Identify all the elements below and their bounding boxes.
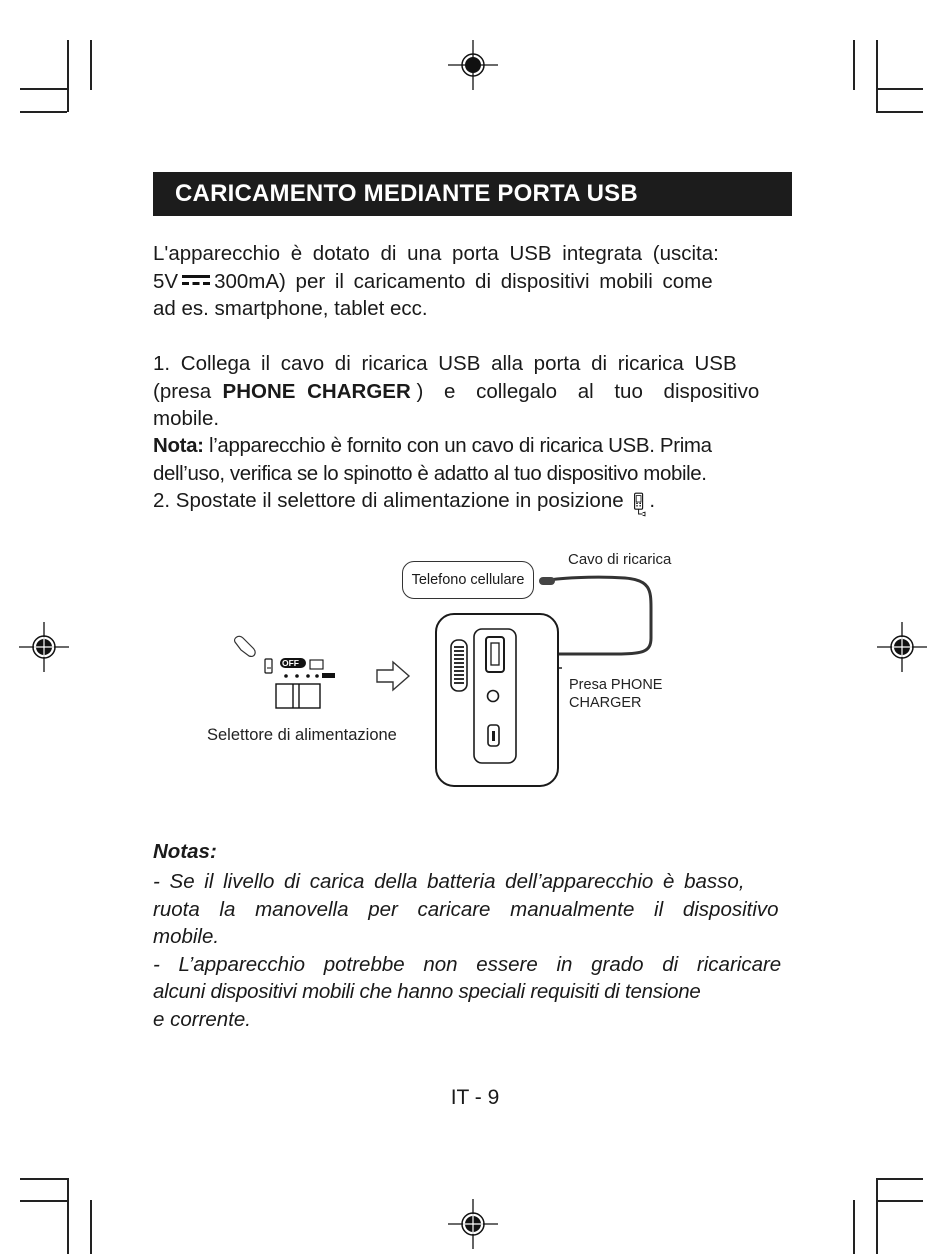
battery-icon — [310, 660, 323, 669]
note-label: Nota: — [153, 434, 204, 457]
note-line-2: dell’uso, verifica se lo spinotto è adatto al tuo dispositivo mobile. — [153, 461, 707, 485]
registration-mark-bottom — [448, 1199, 498, 1249]
socket-label-line-1: Presa PHONE — [569, 677, 663, 693]
intro-line-2-text: 300mA) per il caricamento di dispositivi mobili come — [214, 269, 713, 293]
step-1 — [153, 350, 795, 433]
notes-list — [153, 868, 791, 1033]
charging-cable — [545, 577, 651, 654]
note-text-1: l’apparecchio è fornito con un cavo di ricarica USB. Prima — [203, 434, 712, 457]
phone-charger-label: PHONE CHARGER — [222, 379, 411, 403]
step-1-open-paren: (presa — [153, 379, 212, 403]
step-1-line-1: 1. Collega il cavo di ricarica USB alla porta di ricarica USB — [153, 352, 737, 375]
power-selector-switch — [276, 684, 320, 708]
intro-line-1 — [153, 240, 795, 268]
note-line-1 — [153, 432, 795, 460]
intro-line-2 — [153, 268, 795, 296]
note-paragraph — [153, 432, 795, 487]
selector-label: Selettore di alimentazione — [207, 726, 397, 744]
cable-end-plug — [539, 577, 555, 585]
note-2-line-1: - L’apparecchio potrebbe non essere in grado di ricaricare — [153, 952, 782, 976]
step-1-line-2 — [153, 378, 795, 406]
intro-paragraph — [153, 240, 795, 323]
selector-phone-icon — [265, 659, 272, 673]
mobile-phone-label: Telefono cellulare — [402, 561, 534, 599]
registration-mark-right — [877, 622, 927, 672]
note-2-line-2: alcuni dispositivi mobili che hanno speciali requisiti di tensione — [153, 980, 701, 1003]
notes-title: Notas: — [153, 840, 217, 863]
note-1-line-2: ruota la manovella per caricare manualmente il dispositivo — [153, 897, 779, 921]
step-2-line — [153, 487, 795, 521]
right-arrow-icon — [377, 662, 409, 690]
ac-icon — [322, 673, 335, 678]
step-1-line-3: mobile. — [153, 407, 220, 430]
off-label: OFF — [282, 657, 299, 668]
phone-charge-position-icon — [633, 491, 649, 521]
cable-label: Cavo di ricarica — [568, 551, 672, 568]
step-2-text: 2. Spostate il selettore di alimentazione in posizione — [153, 489, 624, 512]
voltage-text: 5V — [153, 269, 179, 293]
socket-label-line-2: CHARGER — [569, 695, 642, 711]
step-2-end: . — [649, 489, 656, 512]
registration-mark-left — [19, 622, 69, 672]
note-1-line-3: mobile. — [153, 925, 220, 948]
note-2-line-3: e corrente. — [153, 1007, 251, 1031]
section-heading: CARICAMENTO MEDIANTE PORTA USB — [153, 172, 792, 216]
registration-mark-top — [448, 40, 498, 90]
page-number: IT - 9 — [450, 1086, 500, 1109]
intro-line-1-text: L'apparecchio è dotato di una porta USB integrata (uscita: — [153, 242, 719, 265]
headphone-jack — [488, 691, 499, 702]
usb-charging-diagram — [195, 548, 715, 798]
dc-current-icon — [181, 273, 211, 287]
intro-line-3: ad es. smartphone, tablet ecc. — [153, 297, 428, 320]
usb-port — [486, 637, 504, 672]
step-2 — [153, 487, 795, 521]
note-1-line-1: - Se il livello di carica della batteria dell’apparecchio è basso, — [153, 870, 745, 893]
step-1-line-2-left — [153, 380, 411, 403]
hand-pointer-icon — [235, 636, 255, 656]
step-1-after-bold: ) e collegalo al tuo dispositivo — [416, 379, 760, 403]
